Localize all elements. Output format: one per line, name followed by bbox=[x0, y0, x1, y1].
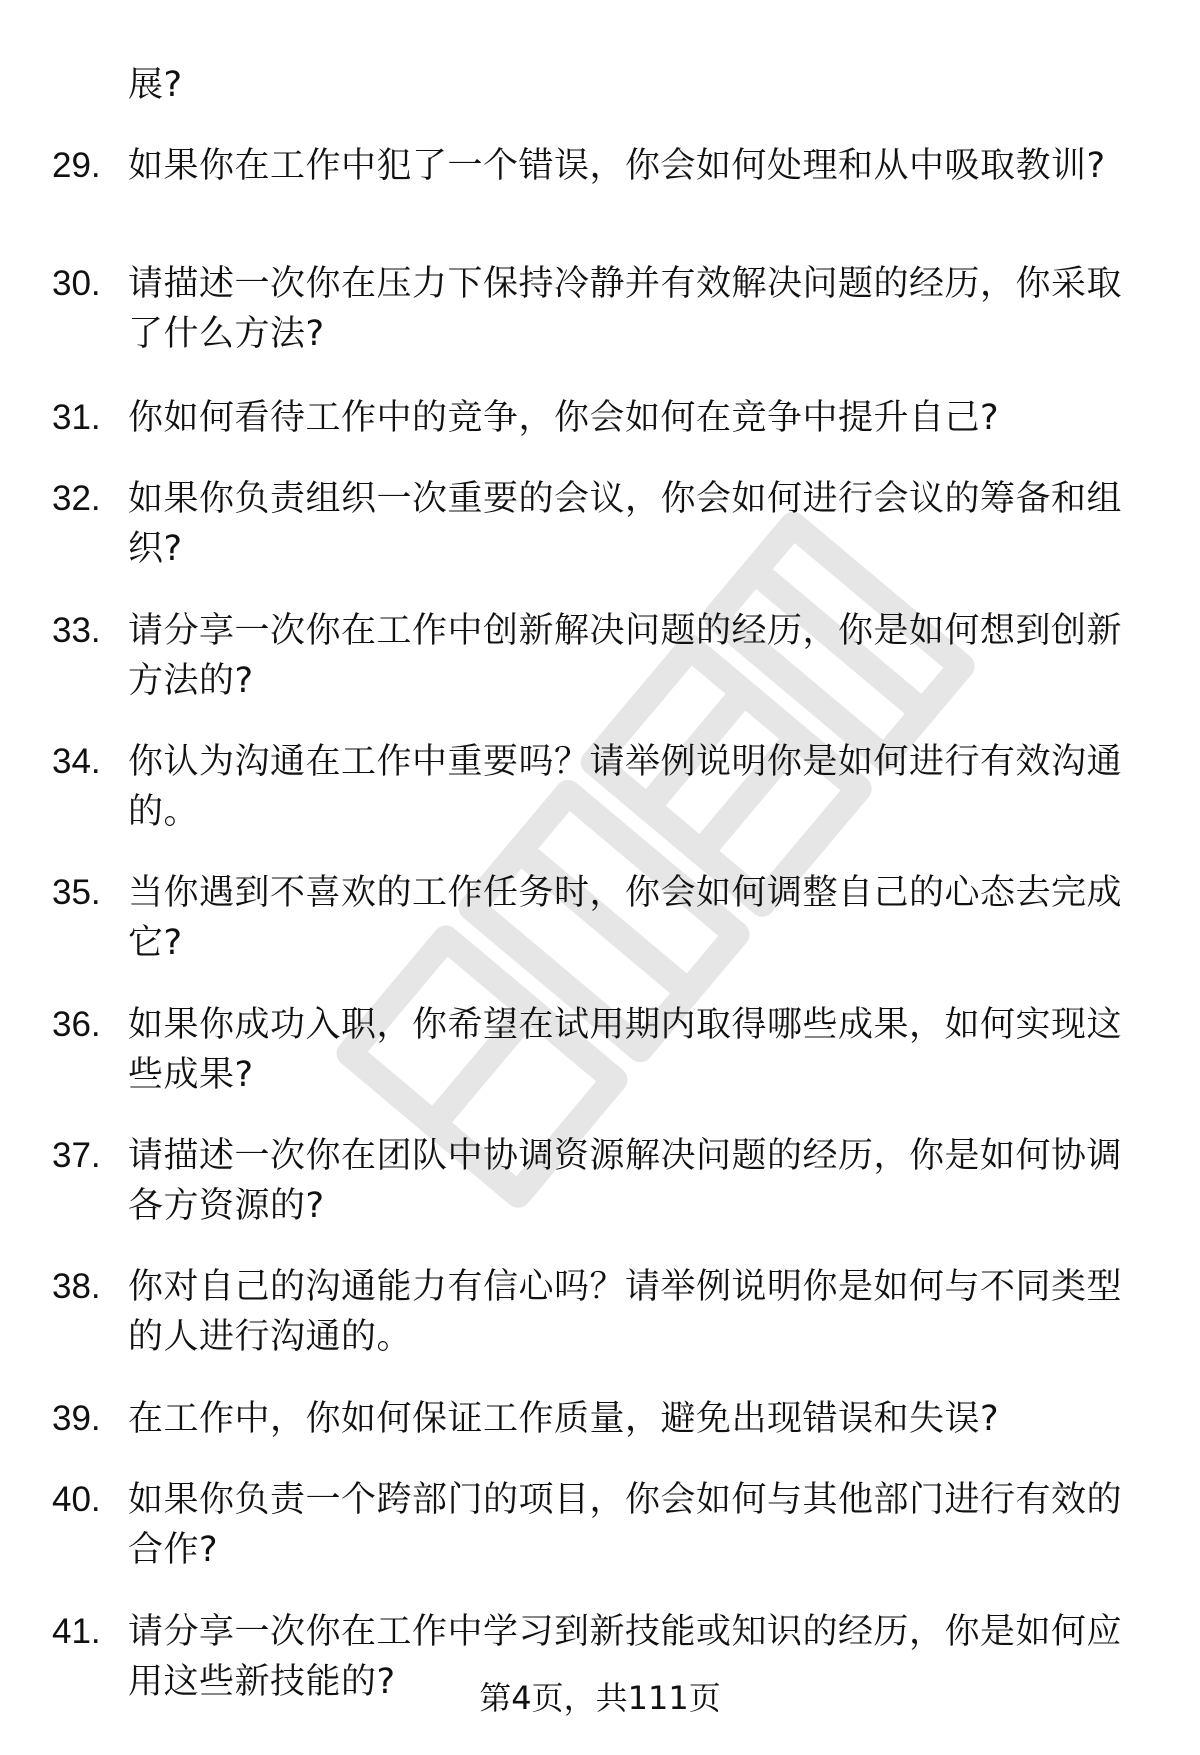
question-number: 40. bbox=[52, 1480, 101, 1519]
question-text: 你如何看待工作中的竞争，你会如何在竞争中提升自己? bbox=[128, 398, 1000, 438]
list-item bbox=[0, 259, 1200, 393]
question-text: 你对自己的沟通能力有信心吗？请举例说明你是如何与不同类型 的人进行沟通的。 bbox=[128, 1267, 1123, 1357]
question-text: 如果你成功入职，你希望在试用期内取得哪些成果，如何实现这 些成果? bbox=[128, 1005, 1123, 1095]
question-number: 32. bbox=[52, 479, 101, 518]
list-item bbox=[0, 868, 1200, 1000]
question-number: 35. bbox=[52, 873, 101, 912]
question-text: 请描述一次你在团队中协调资源解决问题的经历，你是如何协调 各方资源的? bbox=[128, 1136, 1123, 1226]
question-number: 30. bbox=[52, 264, 101, 303]
question-number: 37. bbox=[52, 1136, 101, 1175]
question-text: 如果你在工作中犯了一个错误，你会如何处理和从中吸取教训? bbox=[128, 146, 1106, 186]
question-text: 当你遇到不喜欢的工作任务时，你会如何调整自己的心态去完成 它? bbox=[128, 873, 1123, 963]
question-number: 41. bbox=[52, 1612, 101, 1651]
continued-text: 展? bbox=[128, 65, 183, 105]
list-item bbox=[0, 737, 1200, 868]
list-item bbox=[0, 393, 1200, 474]
question-text: 请描述一次你在压力下保持冷静并有效解决问题的经历，你采取 了什么方法? bbox=[128, 264, 1123, 354]
question-number: 31. bbox=[52, 398, 101, 437]
question-number: 29. bbox=[52, 146, 101, 185]
question-text: 请分享一次你在工作中创新解决问题的经历，你是如何想到创新 方法的? bbox=[128, 611, 1123, 701]
page-footer: 第4页，共111页 bbox=[479, 1679, 721, 1717]
list-item bbox=[0, 1000, 1200, 1131]
question-number: 38. bbox=[52, 1267, 101, 1306]
list-item bbox=[0, 1131, 1200, 1262]
question-list bbox=[0, 141, 1200, 1717]
question-number: 34. bbox=[52, 742, 101, 781]
list-item bbox=[0, 1394, 1200, 1475]
question-text: 如果你负责一个跨部门的项目，你会如何与其他部门进行有效的 合作? bbox=[128, 1480, 1123, 1570]
list-item bbox=[0, 1262, 1200, 1394]
list-item bbox=[0, 474, 1200, 606]
question-text: 如果你负责组织一次重要的会议，你会如何进行会议的筹备和组 织? bbox=[128, 479, 1123, 569]
question-number: 39. bbox=[52, 1399, 101, 1438]
question-text: 你认为沟通在工作中重要吗？请举例说明你是如何进行有效沟通 的。 bbox=[128, 742, 1123, 832]
list-item bbox=[0, 141, 1200, 259]
list-item bbox=[0, 1475, 1200, 1607]
question-number: 33. bbox=[52, 611, 101, 650]
question-text: 在工作中，你如何保证工作质量，避免出现错误和失误? bbox=[128, 1399, 1000, 1439]
question-number: 36. bbox=[52, 1005, 101, 1044]
list-item bbox=[0, 606, 1200, 737]
question-text: 请分享一次你在工作中学习到新技能或知识的经历，你是如何应 用这些新技能的? bbox=[128, 1612, 1123, 1702]
